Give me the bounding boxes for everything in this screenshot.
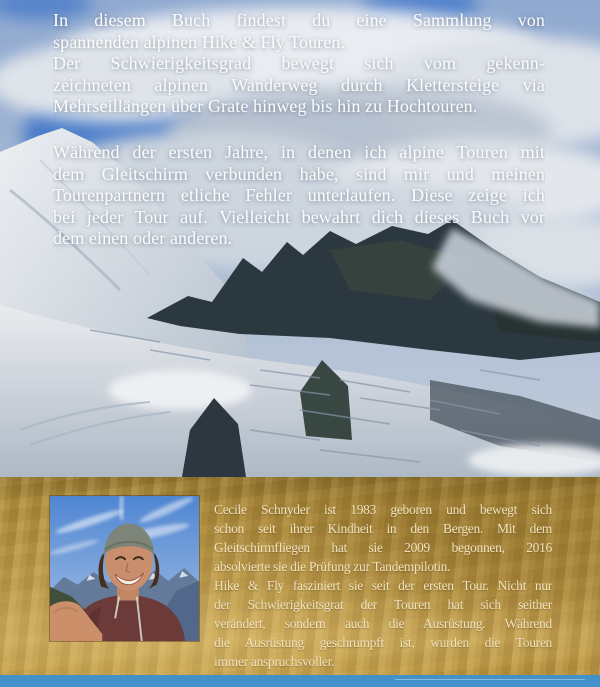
text-line: Mehrseillängen über Grate hinweg bis hin zu Hochtouren. [53, 96, 478, 117]
text-line: Cecile Schnyder ist 1983 geboren und bewegt sich [214, 502, 552, 517]
author-bio-paragraph-1 [214, 500, 552, 576]
text-line: immer anspruchsvoller. [214, 654, 335, 669]
text-line: schon seit ihrer Kindheit in den Bergen. Mit dem [214, 521, 552, 536]
text-line: zeichneten alpinen Wanderweg durch Klettersteige via [53, 74, 545, 95]
intro-paragraph-3 [53, 142, 545, 250]
text-line: spannenden alpinen Hike & Fly Touren. [53, 31, 346, 52]
text-line: dem Gleitschirm verbunden habe, sind mir und meinen [53, 163, 545, 184]
text-line: bei jeder Tour auf. Vielleicht bewahrt dich dieses Buch vor [53, 206, 545, 227]
intro-paragraph-1 [53, 10, 545, 53]
author-section [0, 477, 600, 675]
text-line: Tourenpartnern etliche Fehler unterlaufen. Diese zeige ich [53, 185, 545, 206]
text-line: dem einen oder anderen. [53, 228, 233, 249]
text-line: absolvierte sie die Prüfung zur Tandempilotin. [214, 559, 451, 574]
text-line: Während der ersten Jahre, in denen ich alpine Touren mit [53, 141, 545, 162]
text-line: Gleitschirmfliegen hat sie 2009 begonnen, 2016 [214, 540, 552, 555]
author-bio-text [214, 500, 552, 671]
author-bio-paragraph-2 [214, 576, 552, 671]
bottom-accent-bar [0, 675, 600, 687]
author-selfie-image [50, 496, 199, 641]
text-line: Hike & Fly fasziniert sie seit der ersten Tour. Nicht nur [214, 578, 552, 593]
text-line: verändert, sondern auch die Ausrüstung. Während [214, 616, 552, 631]
text-line: die Ausrüstung geschrumpft ist, wurden die Touren [214, 635, 552, 650]
intro-text [53, 10, 545, 250]
intro-paragraph-2 [53, 53, 545, 118]
accent-bar-glint [395, 679, 585, 680]
text-line: der Schwierigkeitsgrat der Touren hat sich seither [214, 597, 552, 612]
text-line: In diesem Buch findest du eine Sammlung von [53, 10, 545, 30]
text-line: Der Schwierigkeitsgrad bewegt sich vom gekenn- [53, 53, 545, 74]
author-portrait-photo [49, 495, 200, 642]
